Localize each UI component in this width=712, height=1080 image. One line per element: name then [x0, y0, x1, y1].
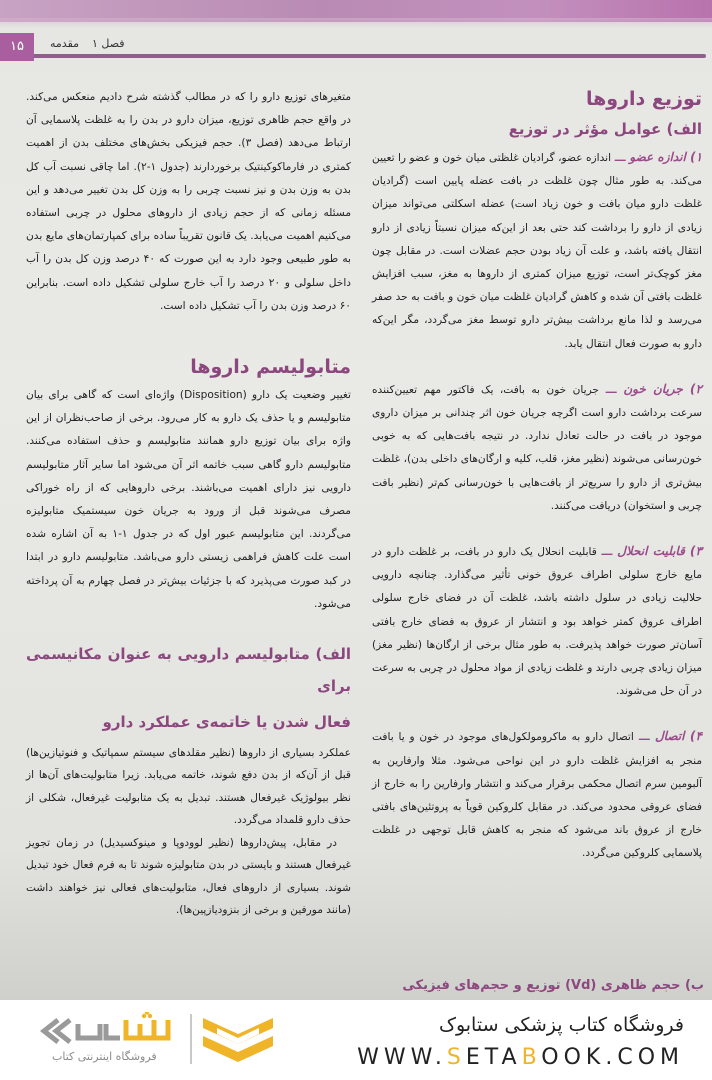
chapter-title: مقدمه	[50, 37, 80, 50]
store-banner	[0, 1000, 712, 1080]
page-number: ۱۵	[0, 33, 34, 61]
item-blood-flow	[372, 378, 702, 518]
url-part: OOK.COM	[541, 1045, 684, 1070]
chapter-label: فصل ۱	[92, 37, 125, 50]
running-header	[0, 33, 712, 61]
item-dash: ـــ	[611, 152, 630, 164]
item-text: اندازه عضو، گرادیان غلظتی میان خون و عضو را تعیین می‌کند. به طور مثال چون غلظت در بافت عضله پایین است (گرادیان غلظت دارو میان بافت و خون زیاد است) عضله اسکلتی می‌تواند میزان زیادی از دارو را برداشت کند حتی بعد از این‌که میزان نسبتاً زیادی از دارو انتقال یافته باشد، و علت آن زیاد بودن حجم عضلات است. در مقابل چون مغز کوچک‌تر است، توزیع میزان کمتری از داروها به مغز، سبب افزایش غلظت بافتی آن شده و کاهش گرادیان غلظت میان خون و بافت به حد صفر می‌رسد و لذا مانع برداشت بیش‌تر دارو توسط مغز می‌گردد، مگر این‌که دارو به صورت فعال انتقال یابد.	[372, 152, 702, 350]
paragraph-termination: عملکرد بسیاری از داروها (نظیر مقلدهای سیستم سمپاتیک و فنوتیازین‌ها) قبل از آن‌که از بدن دفع شوند، خاتمه می‌یابد. زیرا متابولیت‌های آن‌ها از نظر بیولوژیک غیرفعال هستند. تبدیل به یک متابولیت غیرفعال، شکلی از حذف دارو قلمداد می‌گردد.	[26, 747, 351, 827]
chevron-logo-icon	[203, 1014, 273, 1064]
metabolism-paragraph: تغییر وضعیت یک دارو (Disposition) واژه‌ای است که گاهی برای بیان متابولیسم و یا حذف یک دارو به کار می‌رود. برخی از صاحب‌نظران از این واژه برای بیان توزیع دارو همانند متابولیسم و حذف استفاده می‌کنند. متابولیسم دارو گاهی سبب خاتمه اثر آن می‌شود اما سایر آثار متابولیسم دارویی نیز دارای اهمیت می‌باشند. برخی داروهایی که از راه خوراکی مصرف می‌شوند قبل از ورود به جریان خون سیستمیک متابولیزه می‌گردند. این متابولیسم عبور اول که در جدول ۱-۱ به آن اشاره شده است علت کاهش فراهمی زیستی دارو می‌باشد. متابولیسم دارو در ابتدا در کبد صورت می‌پذیرد که با جزئیات بیش‌تر در فصل چهارم به آن پرداخته می‌شود.	[26, 389, 352, 610]
logo-divider	[190, 1014, 192, 1064]
item-dash: ـــ	[633, 731, 655, 744]
item-binding	[372, 725, 702, 865]
url-part-highlight: B	[521, 1045, 542, 1070]
item-text: اتصال دارو به ماکرومولکول‌های موجود در خون و یا بافت منجر به افزایش غلظت دارو در این نواحی می‌شود. مثلا وارفارین به آلبومین سرم اتصال محکمی برقرار می‌کند و انتشار وارفارین را به خارج از فضای عروقی محدود می‌کند. در مقابل کلروکین قویاً به پروتئین‌های بافتی خارج از عروق باند می‌شود که منجر به کاهش قابل توجهی در غلظت پلاسمایی کلروکین می‌گردد.	[372, 731, 702, 860]
store-name: فروشگاه کتاب پزشکی ستابوک	[438, 1014, 684, 1036]
item-dash: ـــ	[596, 546, 618, 559]
item-title: ۴) اتصال	[654, 729, 702, 744]
item-organ-size	[372, 146, 702, 356]
page-top-fade	[0, 18, 712, 28]
right-column	[372, 84, 702, 866]
setabook-wordmark-icon	[36, 1012, 186, 1050]
logo-subtitle: فروشگاه اینترنتی کتاب	[52, 1050, 157, 1063]
header-rule	[34, 54, 706, 58]
url-part: WWW.	[357, 1045, 447, 1070]
item-title: ۳) قابلیت انحلال	[617, 544, 702, 559]
subsection-title-apparent-volume: ب) حجم ظاهری (Vd) توزیع و حجم‌های فیزیکی	[402, 978, 704, 993]
subsection-title-metabolism-line1: الف) متابولیسم دارویی به عنوان مکانیسمی برای	[26, 645, 351, 696]
item-title: ۲) جریان خون	[623, 381, 702, 396]
subsection-title-metabolism-line2: فعال شدن یا خاتمه‌ی عملکرد دارو	[102, 713, 351, 732]
left-column	[26, 86, 351, 921]
url-part-highlight: S	[446, 1045, 466, 1070]
item-solubility	[372, 540, 702, 703]
item-text: جریان خون به بافت، یک فاکتور مهم تعیین‌کننده سرعت برداشت دارو است اگرچه جریان خون اثر چندانی بر میزان داروی موجود در بافت در حالت تعادل ندارد. در نتیجه بافت‌هایی که به خوبی خون‌رسانی می‌شوند (نظیر مغز، قلب، کلیه و ارگان‌های داخلی بدن)، غلظت بیش‌تری از دارو را سریع‌تر از بافت‌هایی با خون‌رسانی کم‌تر (نظیر بافت چربی و استخوان) دریافت می‌کنند.	[372, 383, 702, 512]
paragraph-prodrugs: در مقابل، پیش‌داروها (نظیر لوودوپا و مینوکسیدیل) در زمان تجویز غیرفعال هستند و بایستی در بدن متابولیزه شوند تا به فرم فعال خود تبدیل شوند. بسیاری از داروهای فعال، متابولیت‌های فعالی نیز خواهند داشت (مانند مورفین و برخی از بنزودیازپین‌ها).	[26, 836, 351, 916]
section-title-metabolism: متابولیسم داروها	[190, 356, 351, 379]
intro-paragraph: متغیرهای توزیع دارو را که در مطالب گذشته شرح دادیم منعکس می‌کند. در واقع حجم ظاهری توزیع، میزان دارو در بدن را به غلظت پلاسمایی آن ارتباط می‌دهد (فصل ۳). حجم فیزیکی بخش‌های مختلف بدن از اهمیت کمتری در فارماکوکینتیک برخوردارند (جدول ۱-۲). اما چاقی نسبت آب کل بدن به وزن بدن و نیز نسبت چربی را به وزن کل بدن تغییر می‌دهد و این مسئله زمانی که از حجم زیادی از داروهای محلول در چربی استفاده می‌کنیم اهمیت می‌یابد. یک قانون تقریباً ساده برای کمپارتمان‌های مایع بدن به طور طبیعی وجود دارد به این صورت که ۴۰ درصد وزن کل بدن را آب داخل سلولی و ۲۰ درصد را آب خارج سلولی تشکیل داده است. بنابراین ۶۰ درصد وزن بدن را آب تشکیل داده است.	[26, 91, 352, 312]
item-title: ۱) اندازه عضو	[629, 150, 703, 164]
subsection-title-factors: الف) عوامل مؤثر در توزیع	[508, 120, 702, 138]
section-title-distribution: توزیع داروها	[585, 88, 702, 110]
item-text: قابلیت انحلال یک دارو در بافت، بر غلظت دارو در مایع خارج سلولی اطراف عروق خونی تأثیر می‌گذارد. چنانچه دارویی حلالیت زیادی در سلول داشته باشد، غلظت آن در فضای خارج سلولی اطراف عروق کمتر خواهد بود و انتشار از عروق به فضای خارج بافتی آسان‌تر صورت خواهد پذیرفت. به طور مثال برخی از ارگان‌ها (نظیر مغز) میزان زیادی چربی دارند و غلظت زیادی از مواد محلول در چربی به سرعت در آن حل می‌شوند.	[372, 546, 702, 698]
store-url[interactable]	[357, 1045, 684, 1070]
item-dash: ـــ	[598, 383, 624, 396]
url-part: ETA	[465, 1045, 522, 1070]
